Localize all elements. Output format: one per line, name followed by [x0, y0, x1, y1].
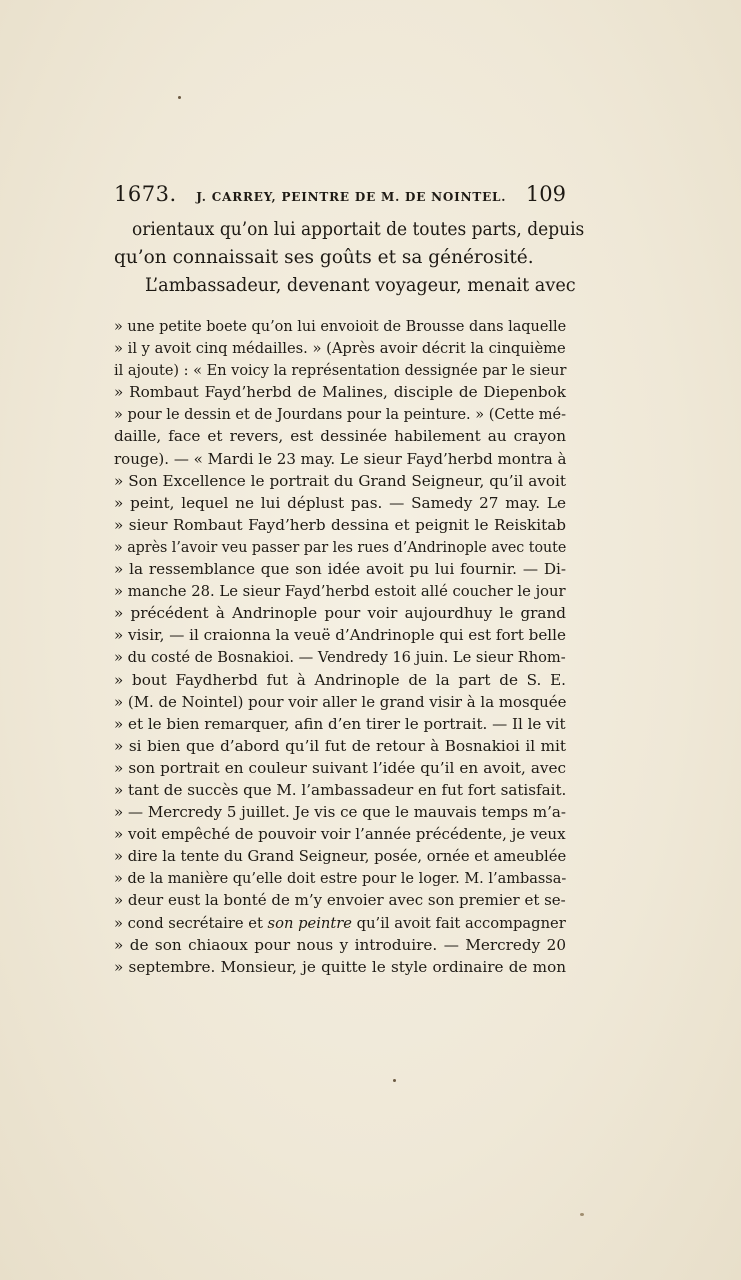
- quote-line: » sieur Rombaut Fayd’herb dessina et peignit le Reiskitab: [114, 515, 566, 534]
- header-running-title: J. CARREY, PEINTRE DE M. DE NOINTEL.: [196, 190, 507, 204]
- quote-line: » tant de succès que M. l’ambassadeur en fut fort satisfait.: [114, 780, 567, 799]
- quote-line: » son portrait en couleur suivant l’idée qu’il en avoit, avec: [114, 758, 566, 777]
- paper-speck: [393, 1079, 396, 1082]
- paper-speck: [178, 96, 181, 99]
- quote-line: » manche 28. Le sieur Fayd’herbd estoit allé coucher le jour: [114, 582, 566, 601]
- body-line: orientaux qu’on lui apportait de toutes parts, depuis: [131, 219, 585, 240]
- page-number: 109: [525, 182, 566, 206]
- quote-line: » cond secrétaire et son peintre qu’il avoit fait accompagner: [114, 913, 566, 932]
- body-line: L’ambassadeur, devenant voyageur, menait avec: [145, 275, 576, 296]
- body-line: qu’on connaissait ses goûts et sa générosité.: [114, 247, 534, 268]
- quote-line: » de son chiaoux pour nous y introduire. — Mercredy 20: [114, 935, 566, 954]
- quote-line: » peint, lequel ne lui déplust pas. — Samedy 27 may. Le: [114, 493, 566, 512]
- quote-line: » — Mercredy 5 juillet. Je vis ce que le mauvais temps m’a-: [114, 803, 566, 822]
- quote-line: » septembre. Monsieur, je quitte le style ordinaire de mon: [114, 957, 566, 976]
- quote-line: » visir, — il craionna la veuë d’Andrinople qui est fort belle: [114, 626, 566, 645]
- quote-line: daille, face et revers, est dessinée habilement au crayon: [114, 427, 566, 446]
- quote-line: » et le bien remarquer, afin d’en tirer le portrait. — Il le vit: [114, 714, 566, 733]
- quote-line: » pour le dessin et de Jourdans pour la peinture. » (Cette mé-: [114, 405, 567, 424]
- quote-line: » précédent à Andrinople pour voir aujourdhuy le grand: [114, 604, 566, 623]
- running-header: [114, 182, 566, 210]
- quote-line: » du costé de Bosnakioi. — Vendredy 16 juin. Le sieur Rhom-: [114, 648, 566, 667]
- header-year: 1673.: [114, 182, 177, 206]
- quote-line: » (M. de Nointel) pour voir aller le grand visir à la mosquée: [114, 692, 567, 711]
- quote-line: » Rombaut Fayd’herbd de Malines, disciple de Diepenbok: [114, 383, 566, 402]
- quote-line: » Son Excellence le portrait du Grand Seigneur, qu’il avoit: [114, 471, 566, 490]
- quoted-text: [114, 315, 566, 978]
- quote-line: » dire la tente du Grand Seigneur, posée, ornée et ameublée: [114, 847, 567, 866]
- quote-line: » une petite boete qu’on lui envoioit de Brousse dans laquelle: [114, 317, 567, 335]
- quote-line: » voit empêché de pouvoir voir l’année précédente, je veux: [114, 825, 566, 844]
- quote-line: rouge). — « Mardi le 23 may. Le sieur Fayd’herbd montra à: [114, 449, 567, 468]
- quote-line: » deur eust la bonté de m’y envoier avec son premier et se-: [114, 891, 566, 910]
- body-text: [114, 216, 585, 300]
- italic-phrase: son peintre: [267, 913, 353, 932]
- quote-line: il ajoute) : « En voicy la représentation dessignée par le sieur: [114, 361, 567, 380]
- quote-line: » la ressemblance que son idée avoit pu lui fournir. — Di-: [114, 560, 566, 579]
- quote-line: » de la manière qu’elle doit estre pour le loger. M. l’ambassa-: [114, 869, 567, 888]
- quote-line: » bout Faydherbd fut à Andrinople de la part de S. E.: [114, 670, 566, 689]
- quote-line: » il y avoit cinq médailles. » (Après avoir décrit la cinquième: [114, 339, 566, 358]
- quote-line: » si bien que d’abord qu’il fut de retour à Bosnakioi il mit: [114, 736, 566, 755]
- paper-speck: [580, 1213, 584, 1216]
- quote-line: » après l’avoir veu passer par les rues d’Andrinople avec toute: [114, 537, 567, 556]
